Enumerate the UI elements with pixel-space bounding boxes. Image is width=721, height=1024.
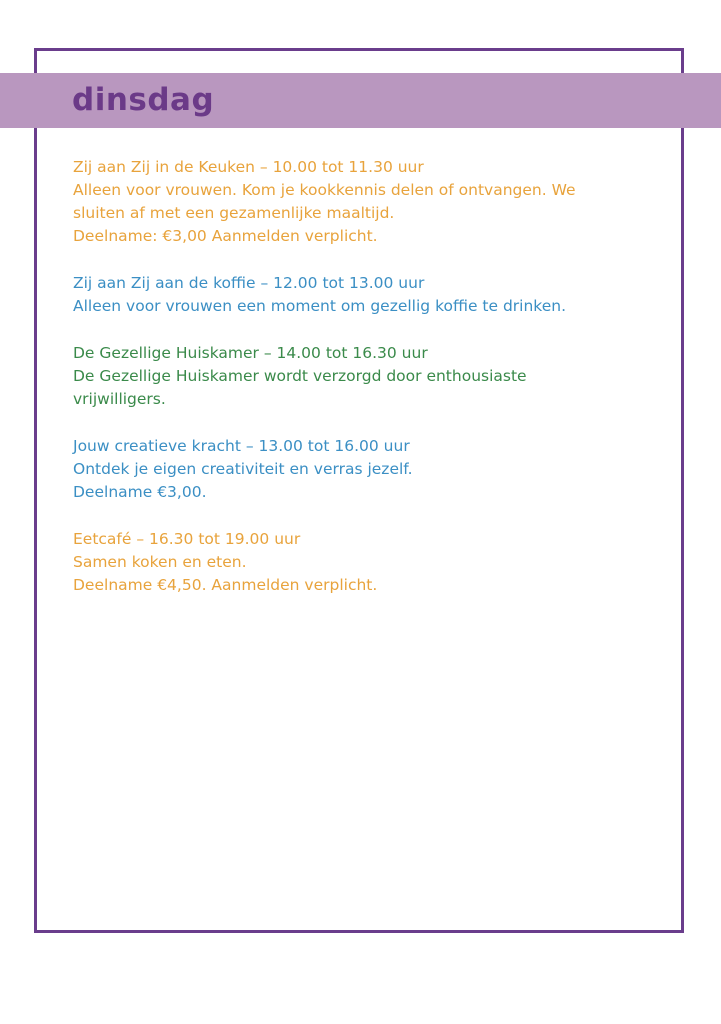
activity-eetcafe xyxy=(73,528,663,597)
activity-heading: Eetcafé – 16.30 tot 19.00 uur xyxy=(73,530,301,548)
activity-heading: Zij aan Zij in de Keuken – 10.00 tot 11.30 uur xyxy=(73,158,424,176)
activity-creatief xyxy=(73,435,663,504)
activity-heading: Jouw creatieve kracht – 13.00 tot 16.00 uur xyxy=(73,437,410,455)
activity-line: vrijwilligers. xyxy=(73,390,166,408)
page-title: dinsdag xyxy=(72,82,215,118)
activity-line: Samen koken en eten. xyxy=(73,553,247,571)
activity-line: Alleen voor vrouwen. Kom je kookkennis delen of ontvangen. We xyxy=(73,181,576,199)
activity-line: Deelname €3,00. xyxy=(73,483,207,501)
activity-line: De Gezellige Huiskamer wordt verzorgd door enthousiaste xyxy=(73,367,527,385)
activity-line: Deelname: €3,00 Aanmelden verplicht. xyxy=(73,227,378,245)
activity-koffie xyxy=(73,272,663,318)
activity-heading: De Gezellige Huiskamer – 14.00 tot 16.30 uur xyxy=(73,344,428,362)
activity-line: Deelname €4,50. Aanmelden verplicht. xyxy=(73,576,378,594)
activity-heading: Zij aan Zij aan de koffie – 12.00 tot 13.00 uur xyxy=(73,274,425,292)
activity-list xyxy=(73,156,663,621)
activity-line: sluiten af met een gezamenlijke maaltijd. xyxy=(73,204,395,222)
activity-keuken xyxy=(73,156,663,248)
activity-line: Ontdek je eigen creativiteit en verras jezelf. xyxy=(73,460,413,478)
activity-line: Alleen voor vrouwen een moment om gezellig koffie te drinken. xyxy=(73,297,567,315)
activity-huiskamer xyxy=(73,342,663,411)
